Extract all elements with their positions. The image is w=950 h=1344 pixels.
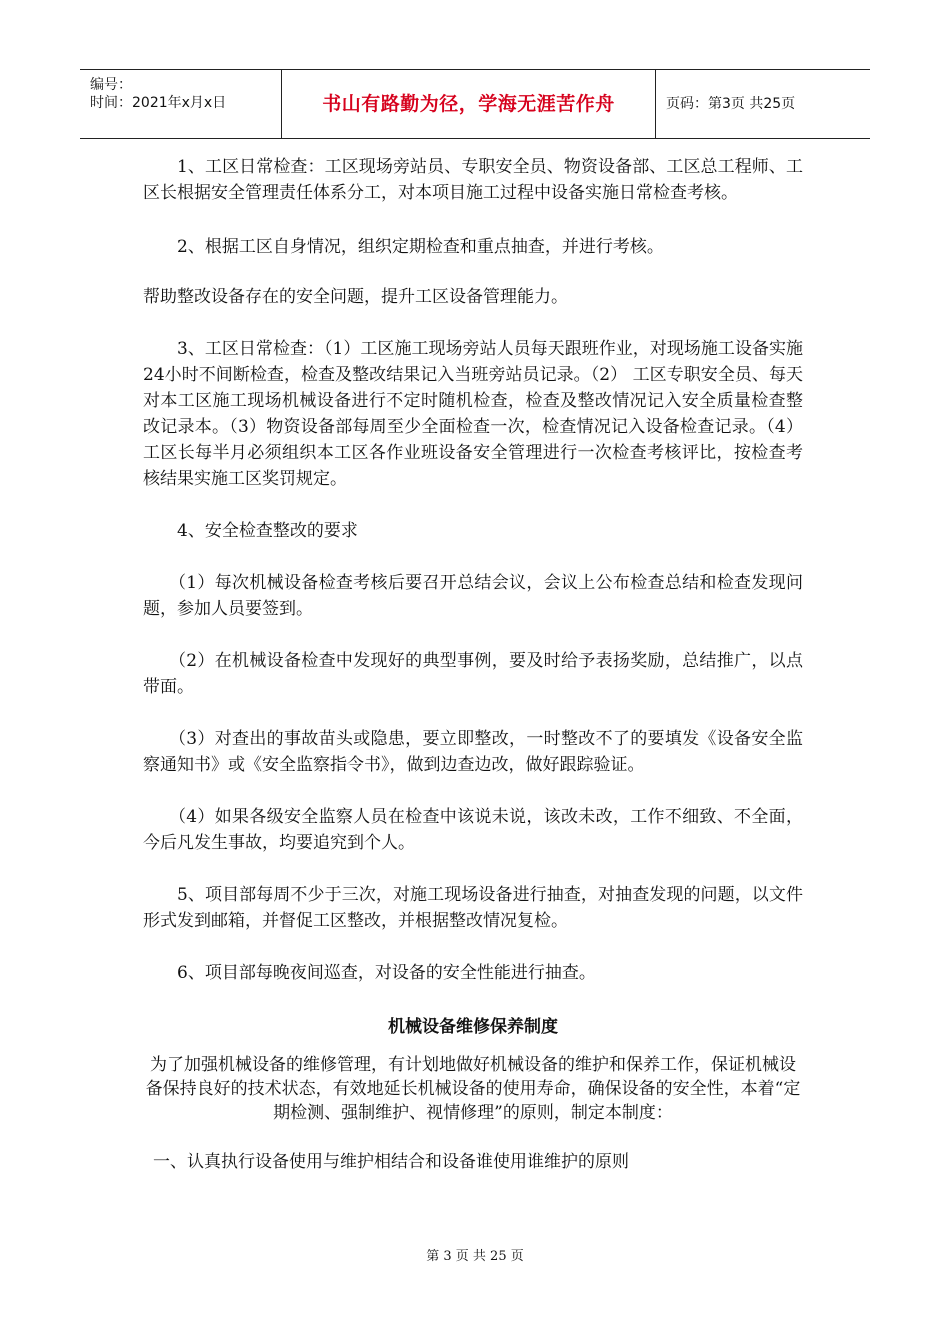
document-header	[80, 69, 870, 139]
paragraph-10: 5、项目部每周不少于三次，对施工现场设备进行抽查，对抽查发现的问题，以文件形式发到邮箱，并督促工区整改，并根据整改情况复检。	[143, 885, 803, 931]
paragraph-6: （1）每次机械设备检查考核后要召开总结会议，会议上公布检查总结和检查发现问题，参加人员要签到。	[143, 573, 803, 619]
item-one: 一、认真执行设备使用与维护相结合和设备谁使用谁维护的原则	[153, 1152, 629, 1172]
paragraph-7: （2）在机械设备检查中发现好的典型事例，要及时给予表扬奖励，总结推广，以点带面。	[143, 651, 803, 697]
document-body	[143, 150, 803, 1175]
paragraph-5: 4、安全检查整改的要求	[177, 521, 358, 541]
time-label: 时间：2021年x月x日	[90, 95, 227, 111]
intro-paragraph: 为了加强机械设备的维修管理，有计划地做好机械设备的维护和保养工作，保证机械设备保持良好的技术状态，有效地延长机械设备的使用寿命，确保设备的安全性，本着“定期检测、强制维护、视情修理”的原则，制定本制度：	[145, 1055, 801, 1123]
header-meta-cell	[80, 70, 280, 138]
code-label: 编号：	[90, 77, 132, 93]
paragraph-11: 6、项目部每晚夜间巡查，对设备的安全性能进行抽查。	[177, 963, 596, 983]
page-footer: 第 3 页 共 25 页	[426, 1249, 524, 1264]
paragraph-3: 帮助整改设备存在的安全问题，提升工区设备管理能力。	[143, 287, 568, 307]
header-page-info: 页码：第3页 共25页	[666, 96, 796, 112]
paragraph-8: （3）对查出的事故苗头或隐患，要立即整改，一时整改不了的要填发《设备安全监察通知书》或《安全监察指令书》，做到边查边改，做好跟踪验证。	[143, 729, 803, 775]
header-motto: 书山有路勤为径，学海无涯苦作舟	[322, 93, 615, 115]
paragraph-9: （4）如果各级安全监察人员在检查中该说未说，该改未改，工作不细致、不全面，今后凡发生事故，均要追究到个人。	[143, 807, 803, 853]
paragraph-2: 2、根据工区自身情况，组织定期检查和重点抽查，并进行考核。	[177, 237, 664, 257]
header-divider	[655, 70, 656, 138]
paragraph-1: 1、工区日常检查：工区现场旁站员、专职安全员、物资设备部、工区总工程师、工区长根据安全管理责任体系分工，对本项目施工过程中设备实施日常检查考核。	[143, 157, 803, 203]
paragraph-4: 3、工区日常检查：（1）工区施工现场旁站人员每天跟班作业，对现场施工设备实施24小时不间断检查，检查及整改结果记入当班旁站员记录。（2） 工区专职安全员、每天对本工区施工现场机械设备进行不定时随机检查，检查及整改情况记入安全质量检查整改记录本。（3）物资设备部每周至少全面检查一次，检查情况记入设备检查记录。（4）工区长每半月必须组织本工区各作业班设备安全管理进行一次检查考核评比，按检查考核结果实施工区奖罚规定。	[143, 339, 803, 489]
section-title: 机械设备维修保养制度	[388, 1017, 558, 1037]
